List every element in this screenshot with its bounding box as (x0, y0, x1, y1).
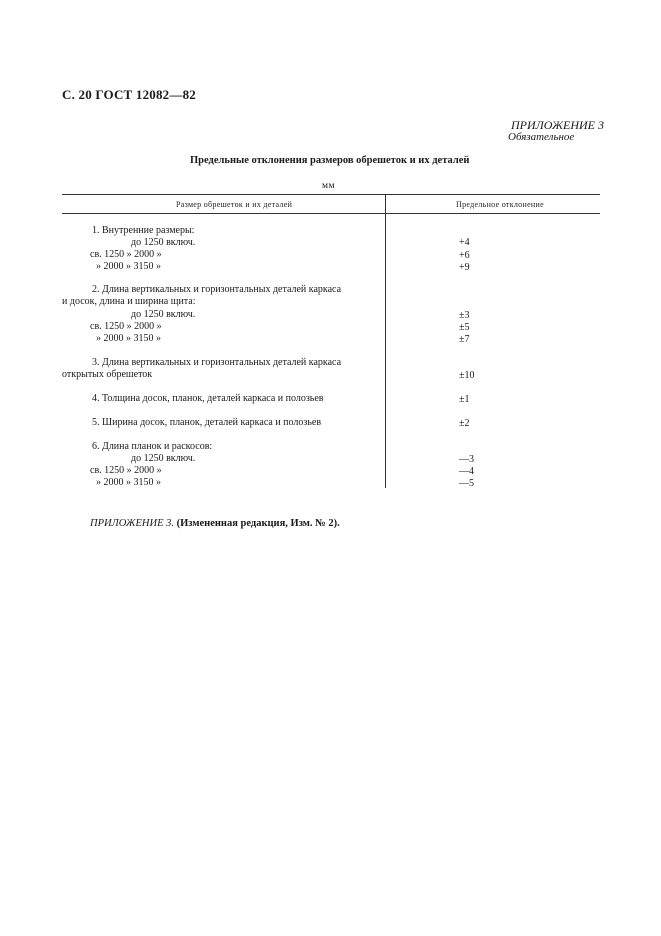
table-row-label: св. 1250 » 2000 » (90, 321, 162, 332)
table-row-value: ±7 (459, 334, 470, 345)
table-row-label: » 2000 » 3150 » (96, 261, 161, 272)
table-header-rule (62, 213, 600, 214)
table-row-value: +6 (459, 250, 470, 261)
table-row-label: 3. Длина вертикальных и горизонтальных деталей каркаса (92, 357, 342, 368)
table-row-value: —3 (459, 454, 474, 465)
table-row-value: —5 (459, 478, 474, 489)
page-header: С. 20 ГОСТ 12082—82 (62, 87, 196, 102)
appendix-title: ПРИЛОЖЕНИЕ 3 (511, 118, 604, 132)
table-row-value: ±2 (459, 418, 470, 429)
table-row-label: 4. Толщина досок, планок, деталей каркаса и полозьев (92, 393, 324, 404)
table-column-divider (385, 194, 386, 488)
column-header-deviation: Предельное отклонение (456, 200, 544, 209)
table-row-label: и досок, длина и ширина щита: (62, 296, 196, 307)
table-top-rule (62, 194, 600, 195)
table-row-value: —4 (459, 466, 474, 477)
table-row-value: +9 (459, 262, 470, 273)
table-title: Предельные отклонения размеров обрешеток и их деталей (190, 155, 470, 166)
table-row-label: св. 1250 » 2000 » (90, 465, 162, 476)
table-row-label: » 2000 » 3150 » (96, 333, 161, 344)
table-row-value: ±3 (459, 310, 470, 321)
table-row-label: св. 1250 » 2000 » (90, 249, 162, 260)
table-row-label: 2. Длина вертикальных и горизонтальных деталей каркаса (92, 284, 342, 295)
column-header-size: Размер обрешеток и их деталей (176, 200, 293, 209)
table-row-label: до 1250 включ. (131, 453, 196, 464)
table-row-label: открытых обрешеток (62, 369, 153, 380)
table-row-label: до 1250 включ. (131, 309, 196, 320)
table-row-label: 1. Внутренние размеры: (92, 225, 195, 236)
table-row-label: 5. Ширина досок, планок, деталей каркаса и полозьев (92, 417, 322, 428)
table-row-value: ±1 (459, 394, 470, 405)
table-row-label: до 1250 включ. (131, 237, 196, 248)
table-row-label: 6. Длина планок и раскосов: (92, 441, 213, 452)
table-row-value: ±10 (459, 370, 475, 381)
footnote-revision: (Измененная редакция, Изм. № 2). (176, 518, 340, 529)
footnote-appendix: ПРИЛОЖЕНИЕ 3. (90, 518, 174, 529)
table-row-value: +4 (459, 237, 470, 248)
table-row-value: ±5 (459, 322, 470, 333)
footnote (90, 518, 340, 529)
table-row-label: » 2000 » 3150 » (96, 477, 161, 488)
units-label: мм (322, 181, 336, 191)
appendix-subtitle: Обязательное (508, 131, 575, 143)
